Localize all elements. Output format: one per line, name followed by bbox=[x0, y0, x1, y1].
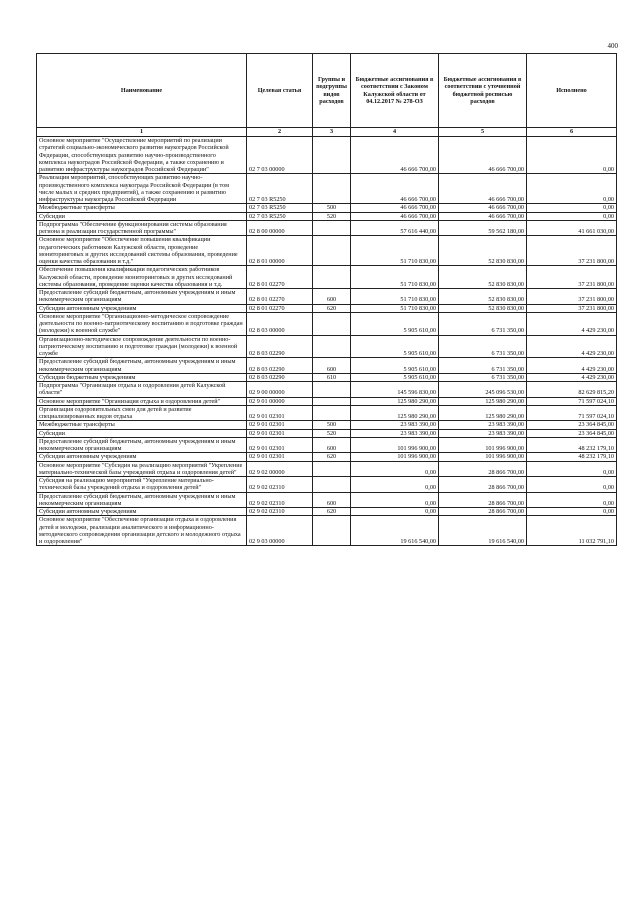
table-row bbox=[37, 373, 617, 381]
row-law: 0,00 bbox=[351, 461, 439, 477]
row-executed: 82 629 815,20 bbox=[527, 382, 617, 398]
row-group bbox=[313, 312, 351, 335]
row-executed: 48 232 179,10 bbox=[527, 437, 617, 453]
row-name: Основное мероприятие "Организационно-методическое сопровождение деятельности по военно-патриотическому воспитанию и подготовке граждан (молодежи) к военной службе" bbox=[37, 312, 247, 335]
row-target: 02 9 01 02301 bbox=[247, 421, 313, 429]
row-specified: 28 866 700,00 bbox=[439, 492, 527, 508]
row-specified: 46 666 700,00 bbox=[439, 212, 527, 220]
row-executed: 0,00 bbox=[527, 477, 617, 493]
row-specified: 52 830 830,00 bbox=[439, 236, 527, 266]
row-group: 610 bbox=[313, 373, 351, 381]
row-law: 19 616 540,00 bbox=[351, 516, 439, 546]
row-law: 51 710 830,00 bbox=[351, 304, 439, 312]
row-name: Субсидии bbox=[37, 212, 247, 220]
row-executed: 37 231 800,00 bbox=[527, 304, 617, 312]
row-law: 46 666 700,00 bbox=[351, 204, 439, 212]
row-name: Основное мероприятие "Обеспечение организации отдыха и оздоровления детей и молодежи, реализации аналитического и информационно-методического сопровождения организации детского и молодежного отдыха и оздоровления" bbox=[37, 516, 247, 546]
row-executed: 0,00 bbox=[527, 508, 617, 516]
row-group: 620 bbox=[313, 304, 351, 312]
row-name: Организационно-методическое сопровождение деятельности по военно-патриотическому воспитанию и подготовке граждан (молодежи) к военной службе bbox=[37, 335, 247, 358]
row-group bbox=[313, 477, 351, 493]
table-row bbox=[37, 212, 617, 220]
row-specified: 59 562 180,00 bbox=[439, 220, 527, 236]
row-law: 23 983 390,00 bbox=[351, 421, 439, 429]
row-law: 51 710 830,00 bbox=[351, 266, 439, 289]
table-row bbox=[37, 174, 617, 204]
row-group: 600 bbox=[313, 492, 351, 508]
row-law: 0,00 bbox=[351, 492, 439, 508]
row-executed: 0,00 bbox=[527, 137, 617, 174]
column-number: 2 bbox=[247, 128, 313, 137]
row-target: 02 8 00 00000 bbox=[247, 220, 313, 236]
row-group: 520 bbox=[313, 212, 351, 220]
row-name: Субсидия на реализацию мероприятий "Укрепление материально-технической базы учреждений отдыха и оздоровления детей" bbox=[37, 477, 247, 493]
header-group: Группы и подгруппы видов расходов bbox=[313, 54, 351, 128]
row-group: 600 bbox=[313, 289, 351, 305]
row-name: Субсидии автономным учреждениям bbox=[37, 508, 247, 516]
row-executed: 0,00 bbox=[527, 212, 617, 220]
table-row bbox=[37, 335, 617, 358]
row-name: Обеспечение повышения квалификации педагогических работников Калужской области, проведение мониторинговых и других исследований системы образования, проведение оценки качества образования и т.д. bbox=[37, 266, 247, 289]
row-law: 51 710 830,00 bbox=[351, 289, 439, 305]
row-law: 5 905 610,00 bbox=[351, 358, 439, 374]
row-group bbox=[313, 461, 351, 477]
column-number: 5 bbox=[439, 128, 527, 137]
row-name: Основное мероприятие "Осуществление мероприятий по реализации стратегий социально-экономического развития наукоградов Российской Федерации, способствующих развитию научно-производственного комплекса наукоградов Российской Федерации, а также сохранению и развитию инфраструктуры наукоградов Российской Федерации" bbox=[37, 137, 247, 174]
table-row bbox=[37, 220, 617, 236]
row-executed: 4 429 230,00 bbox=[527, 358, 617, 374]
row-executed: 0,00 bbox=[527, 204, 617, 212]
row-specified: 245 096 530,00 bbox=[439, 382, 527, 398]
row-law: 101 996 900,00 bbox=[351, 437, 439, 453]
row-name: Предоставление субсидий бюджетным, автономным учреждениям и иным некоммерческим организациям bbox=[37, 437, 247, 453]
table-row bbox=[37, 358, 617, 374]
header-target: Целевая статья bbox=[247, 54, 313, 128]
row-law: 145 596 830,00 bbox=[351, 382, 439, 398]
row-executed: 4 429 230,00 bbox=[527, 335, 617, 358]
row-specified: 46 666 700,00 bbox=[439, 204, 527, 212]
row-target: 02 9 03 00000 bbox=[247, 516, 313, 546]
row-executed: 4 429 230,00 bbox=[527, 312, 617, 335]
row-specified: 101 996 900,00 bbox=[439, 453, 527, 461]
row-target: 02 9 00 00000 bbox=[247, 382, 313, 398]
row-specified: 19 616 540,00 bbox=[439, 516, 527, 546]
row-target: 02 8 03 02290 bbox=[247, 335, 313, 358]
row-specified: 46 666 700,00 bbox=[439, 174, 527, 204]
table-row bbox=[37, 312, 617, 335]
row-executed: 0,00 bbox=[527, 174, 617, 204]
row-target: 02 8 01 02270 bbox=[247, 304, 313, 312]
row-name: Субсидии bbox=[37, 429, 247, 437]
row-law: 51 710 830,00 bbox=[351, 236, 439, 266]
row-executed: 41 661 030,00 bbox=[527, 220, 617, 236]
row-law: 125 980 290,00 bbox=[351, 397, 439, 405]
row-name: Предоставление субсидий бюджетным, автономным учреждениям и иным некоммерческим организациям bbox=[37, 289, 247, 305]
table-body bbox=[37, 137, 617, 546]
row-law: 0,00 bbox=[351, 508, 439, 516]
header-name: Наименование bbox=[37, 54, 247, 128]
row-executed: 71 597 024,10 bbox=[527, 397, 617, 405]
row-specified: 23 983 390,00 bbox=[439, 429, 527, 437]
row-group: 520 bbox=[313, 429, 351, 437]
row-law: 23 983 390,00 bbox=[351, 429, 439, 437]
row-executed: 71 597 024,10 bbox=[527, 405, 617, 421]
row-name: Субсидии автономным учреждениям bbox=[37, 304, 247, 312]
table-row bbox=[37, 236, 617, 266]
table-row bbox=[37, 421, 617, 429]
row-target: 02 9 01 02301 bbox=[247, 429, 313, 437]
table-row bbox=[37, 137, 617, 174]
row-specified: 101 996 900,00 bbox=[439, 437, 527, 453]
table-row bbox=[37, 429, 617, 437]
column-number: 1 bbox=[37, 128, 247, 137]
row-name: Основное мероприятие "Организация отдыха и оздоровления детей" bbox=[37, 397, 247, 405]
row-target: 02 9 02 02310 bbox=[247, 508, 313, 516]
row-target: 02 8 03 02290 bbox=[247, 358, 313, 374]
table-row bbox=[37, 461, 617, 477]
row-target: 02 9 01 02301 bbox=[247, 453, 313, 461]
row-target: 02 8 01 02270 bbox=[247, 266, 313, 289]
table-row bbox=[37, 508, 617, 516]
row-target: 02 8 03 00000 bbox=[247, 312, 313, 335]
budget-table bbox=[36, 53, 617, 546]
row-specified: 52 830 830,00 bbox=[439, 289, 527, 305]
row-law: 125 980 290,00 bbox=[351, 405, 439, 421]
header-specified: Бюджетные ассигнования в соответствии с уточненной бюджетной росписью расходов bbox=[439, 54, 527, 128]
row-name: Предоставление субсидий бюджетным, автономным учреждениям и иным некоммерческим организациям bbox=[37, 492, 247, 508]
row-name: Субсидии бюджетным учреждениям bbox=[37, 373, 247, 381]
row-group bbox=[313, 516, 351, 546]
row-name: Субсидии автономным учреждениям bbox=[37, 453, 247, 461]
column-number-row bbox=[37, 128, 617, 137]
row-target: 02 9 02 00000 bbox=[247, 461, 313, 477]
table-row bbox=[37, 492, 617, 508]
row-target: 02 9 01 02301 bbox=[247, 437, 313, 453]
row-target: 02 9 02 02310 bbox=[247, 477, 313, 493]
row-specified: 6 731 350,00 bbox=[439, 312, 527, 335]
row-group bbox=[313, 137, 351, 174]
row-target: 02 9 01 00000 bbox=[247, 397, 313, 405]
row-group bbox=[313, 382, 351, 398]
row-executed: 0,00 bbox=[527, 461, 617, 477]
row-name: Основное мероприятие "Субсидия на реализацию мероприятий "Укрепление материально-технической базы учреждений отдыха и оздоровления детей" bbox=[37, 461, 247, 477]
header-row bbox=[37, 54, 617, 128]
row-specified: 52 830 830,00 bbox=[439, 266, 527, 289]
page-number: 400 bbox=[607, 42, 618, 50]
row-executed: 37 231 800,00 bbox=[527, 266, 617, 289]
row-name: Подпрограмма "Обеспечение функционирования системы образования региона и реализации государственной программы" bbox=[37, 220, 247, 236]
row-target: 02 9 01 02301 bbox=[247, 405, 313, 421]
row-group: 500 bbox=[313, 204, 351, 212]
row-executed: 11 032 791,10 bbox=[527, 516, 617, 546]
row-group bbox=[313, 335, 351, 358]
row-name: Межбюджетные трансферты bbox=[37, 204, 247, 212]
row-group bbox=[313, 236, 351, 266]
row-specified: 6 731 350,00 bbox=[439, 335, 527, 358]
header-law: Бюджетные ассигнования в соответствии с Законом Калужской области от 04.12.2017 № 278-ОЗ bbox=[351, 54, 439, 128]
row-name: Подпрограмма "Организация отдыха и оздоровления детей Калужской области" bbox=[37, 382, 247, 398]
row-name: Предоставление субсидий бюджетным, автономным учреждениям и иным некоммерческим организациям bbox=[37, 358, 247, 374]
row-group: 600 bbox=[313, 437, 351, 453]
table-row bbox=[37, 516, 617, 546]
table-row bbox=[37, 382, 617, 398]
row-specified: 125 980 290,00 bbox=[439, 397, 527, 405]
table-row bbox=[37, 289, 617, 305]
header-executed: Исполнено bbox=[527, 54, 617, 128]
row-executed: 48 232 179,10 bbox=[527, 453, 617, 461]
table-row bbox=[37, 437, 617, 453]
table-row bbox=[37, 453, 617, 461]
row-target: 02 7 03 R5250 bbox=[247, 174, 313, 204]
row-law: 0,00 bbox=[351, 477, 439, 493]
row-specified: 28 866 700,00 bbox=[439, 508, 527, 516]
row-specified: 46 666 700,00 bbox=[439, 137, 527, 174]
row-specified: 28 866 700,00 bbox=[439, 461, 527, 477]
row-specified: 52 830 830,00 bbox=[439, 304, 527, 312]
row-executed: 23 364 845,00 bbox=[527, 421, 617, 429]
row-group: 620 bbox=[313, 453, 351, 461]
row-name: Реализация мероприятий, способствующих развитию научно-производственного комплекса наукограда Российской Федерации (в том числе малых и средних предприятий), а также сохранению и развитию инфраструктуры наукограда Российской Федерации bbox=[37, 174, 247, 204]
row-target: 02 9 02 02310 bbox=[247, 492, 313, 508]
row-group bbox=[313, 174, 351, 204]
row-target: 02 7 03 R5250 bbox=[247, 212, 313, 220]
row-law: 5 905 610,00 bbox=[351, 335, 439, 358]
row-target: 02 8 01 00000 bbox=[247, 236, 313, 266]
row-specified: 28 866 700,00 bbox=[439, 477, 527, 493]
row-executed: 4 429 230,00 bbox=[527, 373, 617, 381]
column-number: 6 bbox=[527, 128, 617, 137]
row-law: 46 666 700,00 bbox=[351, 137, 439, 174]
row-executed: 23 364 845,00 bbox=[527, 429, 617, 437]
row-executed: 37 231 800,00 bbox=[527, 236, 617, 266]
row-law: 101 996 900,00 bbox=[351, 453, 439, 461]
row-specified: 6 731 350,00 bbox=[439, 373, 527, 381]
table-row bbox=[37, 405, 617, 421]
table-row bbox=[37, 304, 617, 312]
row-executed: 37 231 800,00 bbox=[527, 289, 617, 305]
row-group bbox=[313, 405, 351, 421]
row-name: Межбюджетные трансферты bbox=[37, 421, 247, 429]
row-law: 46 666 700,00 bbox=[351, 212, 439, 220]
table-row bbox=[37, 397, 617, 405]
column-number: 3 bbox=[313, 128, 351, 137]
row-target: 02 8 01 02270 bbox=[247, 289, 313, 305]
table-row bbox=[37, 204, 617, 212]
row-specified: 23 983 390,00 bbox=[439, 421, 527, 429]
table-row bbox=[37, 266, 617, 289]
row-specified: 125 980 290,00 bbox=[439, 405, 527, 421]
row-law: 57 616 440,00 bbox=[351, 220, 439, 236]
row-target: 02 7 03 00000 bbox=[247, 137, 313, 174]
row-executed: 0,00 bbox=[527, 492, 617, 508]
row-law: 5 905 610,00 bbox=[351, 312, 439, 335]
row-group bbox=[313, 220, 351, 236]
row-group bbox=[313, 266, 351, 289]
row-law: 5 905 610,00 bbox=[351, 373, 439, 381]
row-group: 500 bbox=[313, 421, 351, 429]
row-name: Организация оздоровительных смен для детей и развитие специализированных видов отдыха bbox=[37, 405, 247, 421]
row-target: 02 7 03 R5250 bbox=[247, 204, 313, 212]
row-group: 620 bbox=[313, 508, 351, 516]
row-law: 46 666 700,00 bbox=[351, 174, 439, 204]
column-number: 4 bbox=[351, 128, 439, 137]
row-group bbox=[313, 397, 351, 405]
table-row bbox=[37, 477, 617, 493]
row-specified: 6 731 350,00 bbox=[439, 358, 527, 374]
row-name: Основное мероприятие "Обеспечение повышения квалификации педагогических работников Калужской области, проведение мониторинговых и других исследований системы образования, проведение оценки качества образования и т.д." bbox=[37, 236, 247, 266]
row-group: 600 bbox=[313, 358, 351, 374]
row-target: 02 8 03 02290 bbox=[247, 373, 313, 381]
